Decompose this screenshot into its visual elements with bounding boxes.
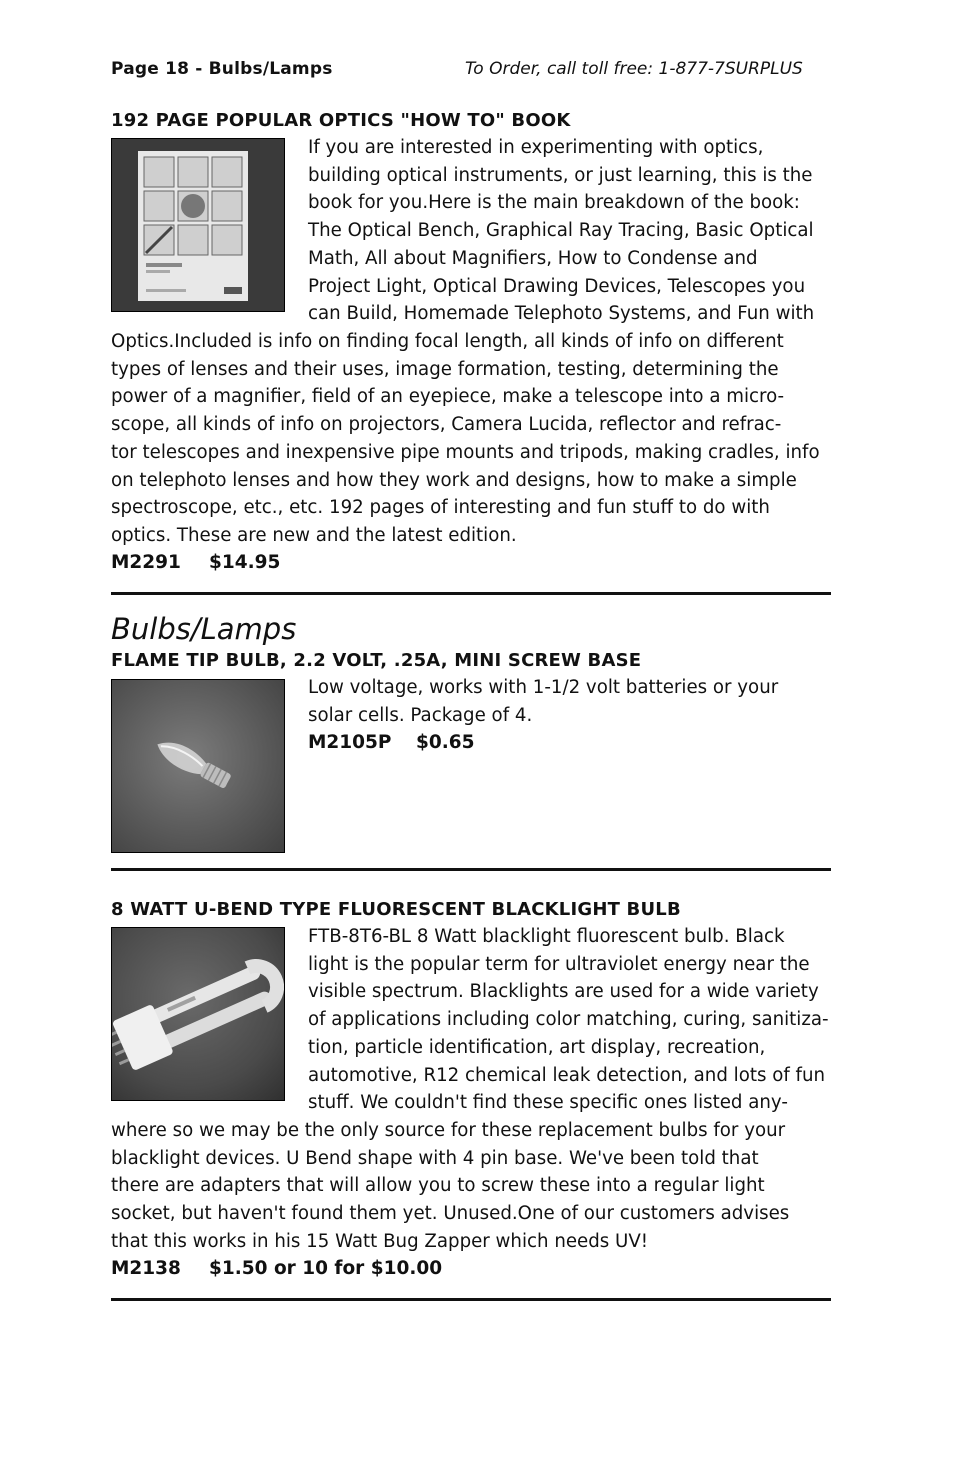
text-line: building optical instruments, or just learning, this is the	[308, 164, 813, 186]
book-photo	[111, 138, 285, 312]
blacklight-price-line	[111, 1258, 442, 1279]
blacklight-bulb-image	[112, 928, 284, 1100]
text-line: Math, All about Magnifiers, How to Condense and	[308, 247, 758, 269]
text-line: there are adapters that will allow you to screw these into a regular light	[111, 1175, 765, 1197]
text-line: socket, but haven't found them yet. Unused.One of our customers advises	[111, 1203, 790, 1225]
text-line: optics. These are new and the latest edition.	[111, 524, 517, 546]
flame-bulb-sku: M2105P	[308, 732, 392, 753]
divider	[111, 592, 831, 595]
text-line: automotive, R12 chemical leak detection, and lots of fun	[308, 1064, 825, 1086]
text-line: solar cells. Package of 4.	[308, 704, 533, 726]
text-line: tion, particle identification, art display, recreation,	[308, 1036, 766, 1058]
flame-bulb-price: $0.65	[416, 732, 475, 753]
section-title: Bulbs/Lamps	[111, 612, 297, 646]
book-price: $14.95	[209, 552, 281, 573]
text-line: FTB-8T6-BL 8 Watt blacklight fluorescent bulb. Black	[308, 926, 785, 947]
book-sku: M2291	[111, 552, 181, 573]
flame-bulb-price-line	[308, 732, 475, 753]
page-header-right: To Order, call toll free: 1-877-7SURPLUS	[465, 59, 803, 79]
text-line: visible spectrum. Blacklights are used for a wide variety	[308, 981, 819, 1003]
text-line: Optics.Included is info on finding focal length, all kinds of info on different	[111, 331, 784, 352]
book-description-full	[111, 328, 820, 550]
text-line: where so we may be the only source for these replacement bulbs for your	[111, 1120, 786, 1141]
text-line: Project Light, Optical Drawing Devices, Telescopes you	[308, 275, 806, 297]
blacklight-bulb-title: 8 WATT U-BEND TYPE FLUORESCENT BLACKLIGHT BULB	[111, 899, 681, 920]
text-line: book for you.Here is the main breakdown of the book:	[308, 192, 800, 214]
text-line: blacklight devices. U Bend shape with 4 pin base. We've been told that	[111, 1147, 759, 1169]
flame-bulb-description	[308, 674, 778, 729]
text-line: power of a magnifier, field of an eyepiece, make a telescope into a micro-	[111, 386, 785, 408]
divider	[111, 868, 831, 871]
text-line: stuff. We couldn't find these specific ones listed any-	[308, 1092, 788, 1114]
flame-bulb-image	[112, 680, 284, 852]
blacklight-sku: M2138	[111, 1258, 181, 1279]
blacklight-description-wrap	[308, 923, 829, 1117]
text-line: light is the popular term for ultraviolet energy near the	[308, 953, 810, 975]
book-description-wrap	[308, 134, 814, 328]
text-line: scope, all kinds of info on projectors, Camera Lucida, reflector and refrac-	[111, 414, 782, 436]
divider	[111, 1298, 831, 1301]
text-line: spectroscope, etc., etc. 192 pages of interesting and fun stuff to do with	[111, 497, 770, 519]
text-line: tor telescopes and inexpensive pipe mounts and tripods, making cradles, info	[111, 441, 820, 463]
text-line: of applications including color matching, curing, sanitiza-	[308, 1009, 829, 1031]
book-cover-image	[112, 139, 284, 311]
page-header-left: Page 18 - Bulbs/Lamps	[111, 59, 333, 79]
flame-bulb-title: FLAME TIP BULB, 2.2 VOLT, .25A, MINI SCREW BASE	[111, 650, 642, 671]
text-line: types of lenses and their uses, image formation, testing, determining the	[111, 358, 779, 380]
text-line: If you are interested in experimenting with optics,	[308, 137, 764, 158]
text-line: can Build, Homemade Telephoto Systems, and Fun with	[308, 303, 815, 325]
text-line: that this works in his 15 Watt Bug Zapper which needs UV!	[111, 1230, 649, 1252]
text-line: Low voltage, works with 1-1/2 volt batteries or your	[308, 677, 779, 698]
book-title: 192 PAGE POPULAR OPTICS "HOW TO" BOOK	[111, 110, 571, 131]
flame-bulb-photo	[111, 679, 285, 853]
blacklight-price: $1.50 or 10 for $10.00	[209, 1258, 443, 1279]
book-price-line	[111, 552, 280, 573]
blacklight-description-full	[111, 1117, 789, 1256]
text-line: on telephoto lenses and how they work and designs, how to make a simple	[111, 469, 797, 491]
text-line: The Optical Bench, Graphical Ray Tracing, Basic Optical	[308, 220, 814, 242]
blacklight-bulb-photo	[111, 927, 285, 1101]
